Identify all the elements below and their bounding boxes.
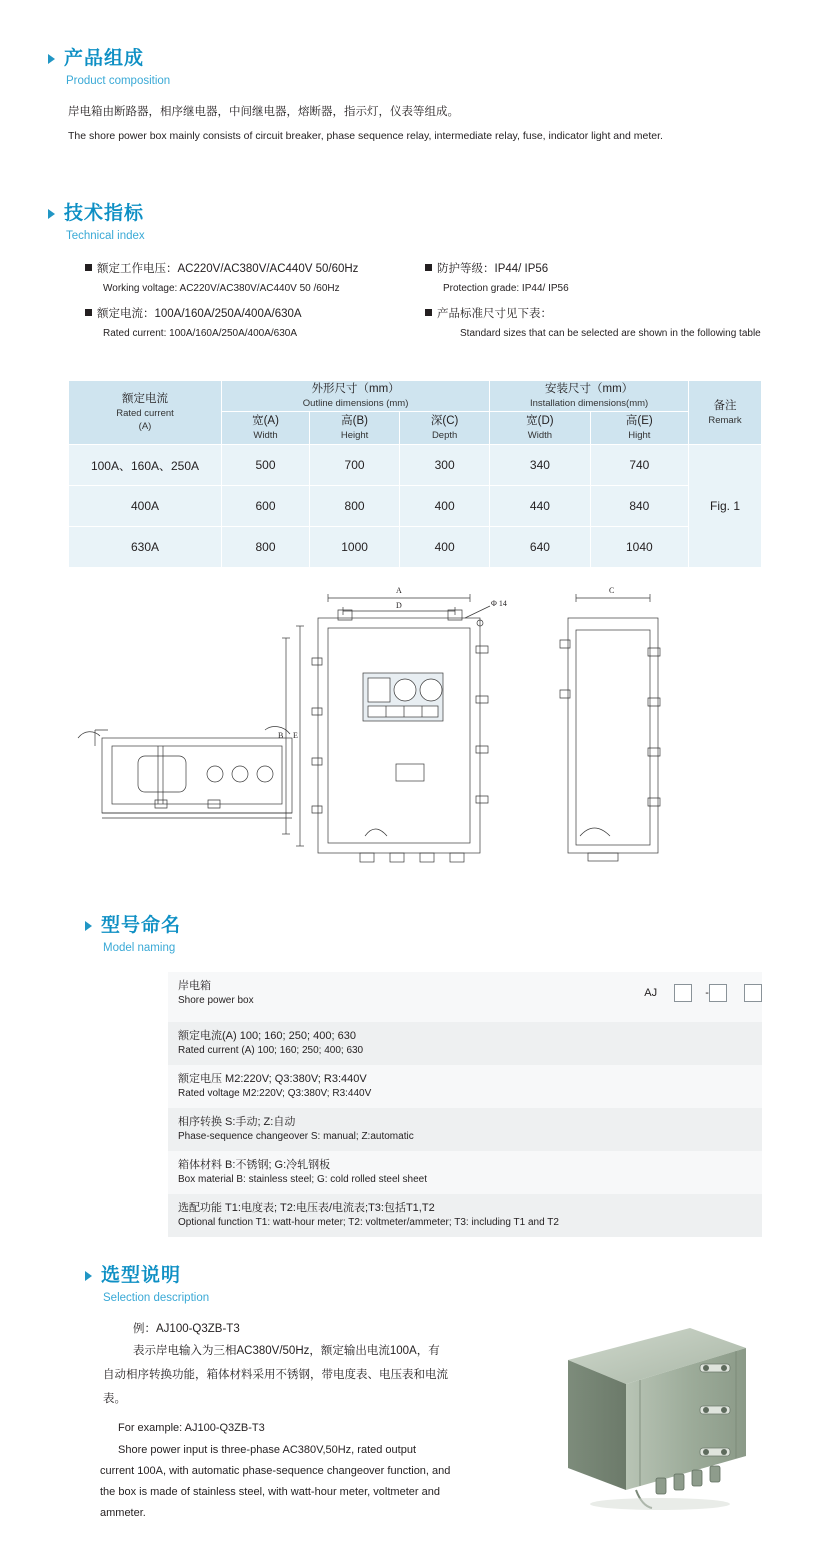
cell-height-b: 700 (310, 445, 400, 486)
naming-row-rated-current (168, 1022, 762, 1065)
section-title-en: Model naming (103, 942, 176, 954)
naming-row-en: Rated voltage M2:220V; Q3:380V; R3:440V (178, 1088, 372, 1099)
svg-text:Φ 14: Φ 14 (491, 599, 507, 608)
cell-depth-c: 300 (400, 445, 490, 486)
cell-width-a: 600 (222, 486, 310, 527)
spec-item-protection-grade-en: Protection grade: IP44/ IP56 (443, 283, 569, 294)
naming-code-prefix: AJ (644, 986, 658, 999)
th-rated-current-en: Rated current (116, 408, 174, 419)
section-title-en: Product composition (66, 75, 171, 87)
code-box-2[interactable] (709, 984, 727, 1002)
cell-remark: Fig. 1 (689, 445, 762, 568)
cell-height-b: 800 (310, 486, 400, 527)
cell-width-d: 440 (490, 486, 591, 527)
cell-width-a: 500 (222, 445, 310, 486)
th-sub-cn: 深(C) (430, 415, 459, 427)
th-outline-en: Outline dimensions (mm) (302, 398, 409, 409)
naming-row-cn: 额定电压 M2:220V; Q3:380V; R3:440V (178, 1073, 367, 1085)
cell-width-a: 800 (222, 527, 310, 568)
technical-drawing (60, 578, 770, 868)
code-box-3[interactable] (744, 984, 762, 1002)
th-outline-dimensions (222, 381, 490, 412)
naming-row-cn: 相序转换 S:手动; Z:自动 (178, 1116, 296, 1128)
square-bullet-icon (425, 309, 432, 316)
th-outline-cn: 外形尺寸（mm） (311, 383, 400, 395)
naming-row-box-material (168, 1151, 762, 1194)
product-photo (540, 1318, 770, 1518)
naming-row-en: Optional function T1: watt-hour meter; T2: voltmeter/ammeter; T3: including T1 and T2 (178, 1217, 559, 1228)
selection-para-en-1: Shore power input is three-phase AC380V,50Hz, rated output (118, 1444, 417, 1456)
th-sub-en: Height (340, 430, 369, 441)
spec-label-cn: 防护等级：IP44/ IP56 (437, 263, 549, 275)
th-sub-height-b (310, 412, 400, 445)
th-rated-current-unit: (A) (138, 421, 152, 432)
th-sub-height-e (590, 412, 688, 445)
th-install-en: Installation dimensions(mm) (529, 398, 649, 409)
selection-para-cn-2: 自动相序转换功能，箱体材料采用不锈钢，带电度表、电压表和电流 (103, 1369, 448, 1381)
th-sub-en: Width (253, 430, 278, 441)
table-row (69, 445, 762, 486)
drawing-svg (60, 578, 770, 868)
spec-item-working-voltage (85, 260, 358, 278)
selection-para-cn-1: 表示岸电输入为三相AC380V/50Hz，额定输出电流100A，有 (133, 1345, 440, 1357)
section-title-cn: 技术指标 (64, 203, 145, 224)
th-sub-en: Depth (431, 430, 458, 441)
spec-item-rated-current (85, 305, 302, 323)
table-header (69, 381, 762, 445)
svg-text:C: C (609, 586, 615, 595)
section-title-en: Technical index (66, 230, 145, 242)
naming-row-en: Box material B: stainless steel; G: cold rolled steel sheet (178, 1174, 428, 1185)
naming-row-phase-changeover (168, 1108, 762, 1151)
th-sub-width-a (222, 412, 310, 445)
spec-label-cn: 产品标准尺寸见下表： (437, 308, 552, 320)
section-heading-technical-index (48, 203, 145, 244)
table-body (69, 445, 762, 568)
code-dash: - (705, 986, 709, 999)
th-rated-current (69, 381, 222, 445)
spec-label-cn: 额定电流：100A/160A/250A/400A/630A (97, 308, 302, 320)
cell-height-e: 1040 (590, 527, 688, 568)
section-title-cn: 选型说明 (101, 1265, 182, 1286)
cell-width-d: 640 (490, 527, 591, 568)
th-sub-cn: 宽(A) (252, 415, 279, 427)
cell-depth-c: 400 (400, 486, 490, 527)
triangle-bullet-icon (48, 209, 55, 219)
naming-row-rated-voltage (168, 1065, 762, 1108)
triangle-bullet-icon (48, 54, 55, 64)
selection-para-en-2: current 100A, with automatic phase-sequence changeover function, and (100, 1465, 451, 1477)
naming-row-en: Rated current (A) 100; 160; 250; 400; 630 (178, 1045, 364, 1056)
product-composition-text-en: The shore power box mainly consists of circuit breaker, phase sequence relay, intermediate relay, fuse, indicator light and meter. (68, 130, 663, 142)
triangle-bullet-icon (85, 1271, 92, 1281)
th-sub-cn: 高(E) (625, 415, 653, 427)
section-title-cn: 产品组成 (64, 48, 145, 69)
cell-height-b: 1000 (310, 527, 400, 568)
cell-width-d: 340 (490, 445, 591, 486)
table-header-row-1 (69, 381, 762, 412)
spec-item-protection-grade (425, 260, 548, 278)
cell-height-e: 840 (590, 486, 688, 527)
product-photo-svg (540, 1318, 770, 1518)
spec-item-standard-sizes (425, 305, 552, 323)
th-sub-cn: 宽(D) (526, 415, 554, 427)
naming-row-cn: 选配功能 T1:电度表; T2:电压表/电流表;T3:包括T1,T2 (178, 1202, 435, 1214)
square-bullet-icon (85, 309, 92, 316)
naming-row-en: Phase-sequence changeover S: manual; Z:automatic (178, 1131, 414, 1142)
th-remark (689, 381, 762, 445)
svg-text:E: E (293, 731, 298, 740)
table-row (69, 486, 762, 527)
model-naming-table (168, 972, 762, 1237)
naming-row-en: Shore power box (178, 995, 254, 1006)
selection-example-en: For example: AJ100-Q3ZB-T3 (118, 1422, 265, 1434)
naming-row-optional-function (168, 1194, 762, 1237)
table-row (69, 527, 762, 568)
th-remark-cn: 备注 (713, 399, 737, 412)
th-sub-en: Width (527, 430, 553, 441)
naming-row-cn: 箱体材料 B:不锈钢; G:冷轧钢板 (178, 1159, 331, 1171)
th-sub-cn: 高(B) (341, 415, 368, 427)
cell-depth-c: 400 (400, 527, 490, 568)
svg-text:A: A (396, 586, 402, 595)
selection-example-cn: 例：AJ100-Q3ZB-T3 (133, 1323, 240, 1335)
selection-para-cn-3: 表。 (103, 1393, 126, 1405)
naming-row-shore-power-box (168, 972, 762, 1022)
section-title-en: Selection description (103, 1292, 210, 1304)
spec-item-rated-current-en: Rated current: 100A/160A/250A/400A/630A (103, 328, 298, 339)
cell-height-e: 740 (590, 445, 688, 486)
th-install-cn: 安装尺寸（mm） (544, 383, 634, 395)
cell-rated-current: 630A (69, 527, 222, 568)
specifications-table (68, 380, 762, 568)
code-box-1[interactable] (674, 984, 692, 1002)
th-sub-width-d (490, 412, 591, 445)
svg-text:B: B (278, 731, 284, 740)
spec-item-working-voltage-en: Working voltage: AC220V/AC380V/AC440V 50 /60Hz (103, 283, 340, 294)
svg-text:D: D (396, 601, 402, 610)
section-heading-selection-description (85, 1265, 209, 1306)
product-composition-text-cn: 岸电箱由断路器，相序继电器，中间继电器，熔断器，指示灯，仪表等组成。 (68, 106, 459, 118)
cell-rated-current: 400A (69, 486, 222, 527)
section-heading-product-composition (48, 48, 170, 89)
square-bullet-icon (85, 264, 92, 271)
naming-code-group (644, 984, 762, 1002)
spec-label-cn: 额定工作电压：AC220V/AC380V/AC440V 50/60Hz (97, 263, 359, 275)
square-bullet-icon (425, 264, 432, 271)
th-rated-current-cn: 额定电流 (122, 393, 168, 405)
th-sub-en: Hight (628, 430, 651, 441)
naming-row-cn: 额定电流(A) 100; 160; 250; 400; 630 (178, 1030, 356, 1042)
selection-para-en-3: the box is made of stainless steel, with watt-hour meter, voltmeter and (100, 1486, 440, 1498)
section-heading-model-naming (85, 915, 181, 956)
th-install-dimensions (490, 381, 689, 412)
th-remark-en: Remark (708, 414, 742, 426)
triangle-bullet-icon (85, 921, 92, 931)
selection-para-en-4: ammeter. (100, 1507, 146, 1519)
th-sub-depth-c (400, 412, 490, 445)
naming-row-cn: 岸电箱 (178, 980, 211, 992)
spec-item-standard-sizes-en: Standard sizes that can be selected are shown in the following table (460, 328, 761, 339)
section-title-cn: 型号命名 (101, 915, 182, 936)
cell-rated-current: 100A、160A、250A (69, 445, 222, 486)
